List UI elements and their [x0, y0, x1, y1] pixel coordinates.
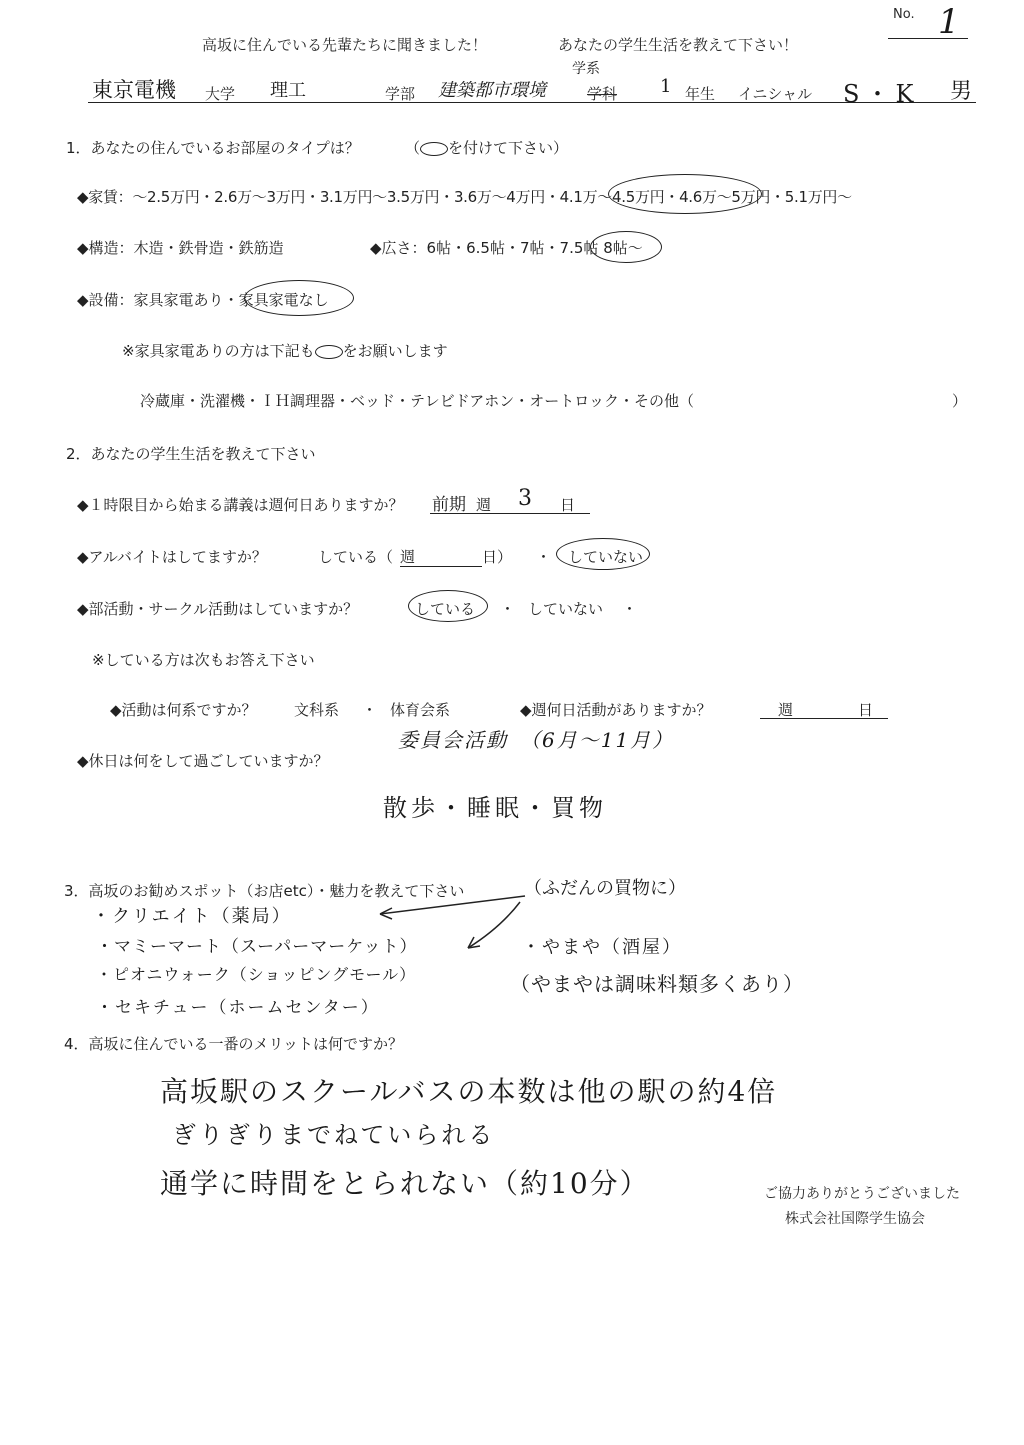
rent-label: ◆家賃：	[77, 188, 133, 206]
department-handwritten: 建築都市環境	[438, 80, 546, 101]
structure-option: 木造	[133, 239, 164, 257]
spot-item: ・セキチュー（ホームセンター）	[96, 998, 380, 1018]
structure-options: ◆構造：木造・鉄骨造・鉄筋造	[77, 239, 284, 257]
rent-option: 5.1万円～	[784, 188, 852, 206]
parttime-no-selected: していない	[568, 548, 644, 566]
footer-thanks: ご協力ありがとうございました	[764, 1186, 960, 1202]
first-period-handwritten: 前期	[432, 495, 466, 515]
rent-option: 3.1万円～3.5万円	[319, 188, 440, 206]
activity-days-week: 週	[778, 701, 794, 719]
survey-title-right: あなたの学生生活を教えて下さい！	[558, 36, 799, 54]
rent-option: 4.6万～5万円	[679, 188, 771, 206]
spot-item: ・マミーマート（スーパーマーケット）	[96, 937, 418, 957]
spot-item-right: ・やまや（酒屋）	[522, 937, 682, 958]
first-period-number: 3	[518, 486, 532, 511]
number-underline	[888, 38, 968, 39]
appliances-note: ※家具家電ありの方は下記も をお願いします	[122, 342, 448, 360]
first-period-question: ◆１時限目から始まる講義は週何日ありますか？	[77, 496, 404, 514]
profile-underline	[88, 102, 976, 103]
club-no: していない	[528, 600, 604, 618]
parttime-week: 週	[400, 548, 416, 566]
parttime-day: 日）	[482, 548, 513, 566]
size-option: 8帖～	[603, 239, 643, 257]
size-selection-circle	[590, 231, 662, 263]
size-options: ◆広さ：6帖・6.5帖・7帖・7.5帖 8帖～	[370, 239, 643, 257]
rent-option: ～2.5万円	[132, 188, 200, 206]
question-3-title: 3．高坂のお勧めスポット（お店etc）・魅力を教えて下さい	[64, 882, 465, 900]
equipment-option: 家具家電あり	[133, 291, 224, 309]
rent-option: 3.6万～4万円	[453, 188, 545, 206]
appliances-close: ）	[952, 392, 968, 410]
equipment-selection-circle	[244, 280, 354, 316]
parttime-selection-circle	[556, 538, 650, 570]
parttime-separator: ・	[536, 548, 552, 566]
merit-line: ぎりぎりまでねていられる	[172, 1121, 496, 1149]
gender-handwritten: 男	[950, 79, 973, 104]
structure-option: 鉄筋造	[238, 239, 284, 257]
appliances-list: 冷蔵庫・洗濯機・ＩＨ調理器・ベッド・テレビドアホン・オートロック・その他（	[140, 392, 694, 410]
department-label-struck: 学科	[587, 85, 618, 103]
faculty-handwritten: 理工	[270, 80, 306, 101]
size-option: 7帖	[519, 239, 545, 257]
club-note: ※している方は次もお答え下さい	[92, 651, 315, 669]
initial-label: イニシャル	[738, 85, 813, 103]
faculty-label: 学部	[385, 85, 416, 103]
question-1-title: 1．あなたの住んでいるお部屋のタイプは？	[66, 139, 360, 157]
club-separator-2: ・	[622, 600, 638, 618]
spot-item: ・ピオニウォーク（ショッピングモール）	[96, 965, 417, 984]
number-label: No.	[893, 7, 915, 22]
activity-days-question: ◆週何日活動がありますか？	[520, 701, 712, 719]
question-4-title: 4．高坂に住んでいる一番のメリットは何ですか？	[64, 1035, 403, 1053]
club-question: ◆部活動・サークル活動はしていますか？	[77, 600, 359, 618]
equipment-option-selected: 家具家電なし	[238, 291, 329, 309]
circle-symbol-icon	[420, 142, 448, 156]
club-yes-selected: している	[415, 600, 476, 618]
university-handwritten: 東京電機	[92, 78, 176, 102]
activity-type-option: 文科系	[294, 701, 340, 719]
equipment-options: ◆設備：家具家電あり・家具家電なし	[77, 291, 329, 309]
first-period-underline	[430, 513, 590, 514]
parttime-underline	[400, 566, 482, 567]
holiday-handwritten: 散歩・睡眠・買物	[383, 794, 607, 822]
survey-title-left: 高坂に住んでいる先輩たちに聞きました！	[202, 36, 488, 54]
structure-label: ◆構造：	[77, 239, 134, 257]
initial-handwritten: S・K	[843, 80, 920, 108]
activity-type-option: 体育会系	[390, 701, 451, 719]
holiday-question: ◆休日は何をして過ごしていますか？	[77, 752, 329, 770]
year-handwritten: 1	[660, 76, 672, 97]
first-period-week: 週	[476, 496, 492, 514]
equipment-label: ◆設備：	[77, 291, 134, 309]
spot-item-right-note: （やまやは調味料類多くあり）	[510, 972, 804, 996]
activity-days-underline	[760, 718, 888, 719]
parttime-yes: している（	[318, 548, 394, 566]
spots-handwritten-note: （ふだんの買物に）	[524, 878, 686, 899]
size-option: 6帖	[426, 239, 452, 257]
structure-option: 鉄骨造	[178, 239, 224, 257]
merit-line: 通学に時間をとられない（約10分）	[160, 1167, 650, 1200]
rent-option: 2.6万～3万円	[214, 188, 306, 206]
department-handwritten-above: 学系	[572, 61, 600, 77]
university-label: 大学	[205, 85, 236, 103]
first-period-day: 日	[560, 496, 576, 514]
activity-type-question: ◆活動は何系ですか？	[110, 701, 257, 719]
question-1-hint: （ を付けて下さい）	[405, 139, 569, 157]
year-label: 年生	[685, 85, 716, 103]
circle-symbol-icon	[315, 345, 343, 359]
activity-handwritten: 委員会活動 （6月～11月）	[398, 728, 675, 752]
spot-item: ・クリエイト（薬局）	[92, 906, 292, 927]
rent-options: ◆家賃：～2.5万円・2.6万～3万円・3.1万円～3.5万円・3.6万～4万円・4.1万～4.5万円・4.6万～5万円・5.1万円～	[77, 188, 852, 206]
club-separator: ・	[500, 600, 516, 618]
question-2-title: 2．あなたの学生生活を教えて下さい	[66, 445, 316, 463]
size-option-selected: 7.5帖	[559, 239, 599, 257]
rent-option-selected: 4.1万～4.5万円	[559, 188, 665, 206]
size-label: ◆広さ：	[370, 239, 427, 257]
activity-type-separator: ・	[362, 701, 378, 719]
size-option: 6.5帖	[466, 239, 505, 257]
footer-company: 株式会社国際学生協会	[785, 1211, 925, 1227]
parttime-question: ◆アルバイトはしてますか？	[77, 548, 267, 566]
club-selection-circle	[408, 590, 488, 622]
rent-selection-circle	[608, 174, 762, 214]
number-value: 1	[938, 2, 960, 42]
activity-days-day: 日	[858, 701, 874, 719]
merit-line: 高坂駅のスクールバスの本数は他の駅の約4倍	[160, 1075, 778, 1108]
